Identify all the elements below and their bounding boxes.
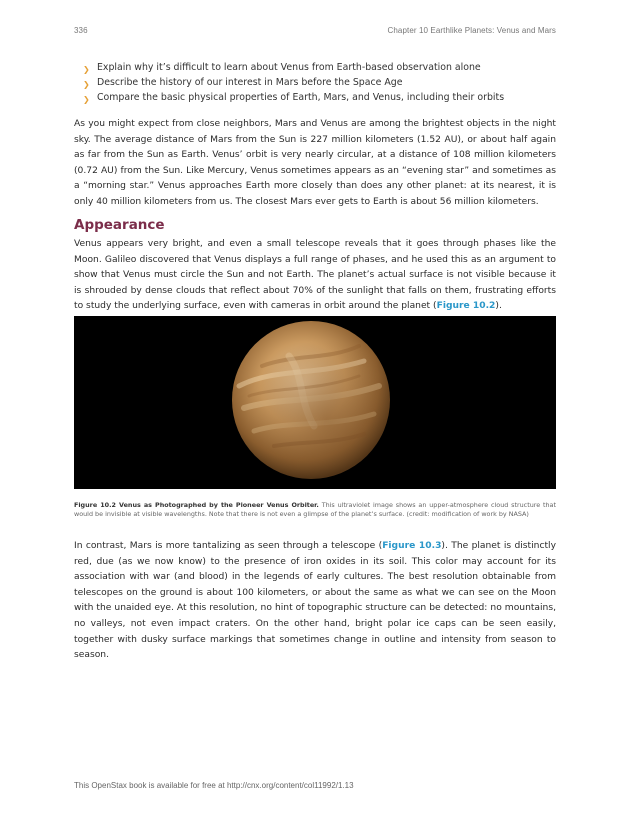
mars-paragraph (74, 539, 556, 664)
page-footer: This OpenStax book is available for free at http://cnx.org/content/col11992/1.13 (74, 781, 354, 790)
arrow-bullet-icon: ❯ (83, 80, 90, 89)
list-item (83, 75, 563, 90)
venus-planet-graphic (74, 316, 556, 489)
venus-image (74, 316, 556, 489)
figure-caption (74, 501, 556, 518)
paragraph-text-end: ). The planet is distinctly red, due (as we now know) to the presence of iron oxides in its soil. This color may account for its association with war (and blood) in the legends of early cultures. The best resolution obtainable from telescopes on the ground is about 100 kilometers, or about the same as what we can see on the Moon with the unaided eye. At this resolution, no hint of topographic structure can be detected: no mountains, no valleys, not even impact craters. On the other hand, bright polar ice caps can be seen easily, together with dusky surface markings that sometimes change in outline and intensity from season to season. (74, 541, 556, 661)
section-heading: Appearance (74, 217, 165, 233)
list-item (83, 90, 563, 105)
arrow-bullet-icon: ❯ (83, 95, 90, 104)
list-item (83, 60, 563, 75)
page-number: 336 (74, 26, 88, 35)
paragraph-text: Venus appears very bright, and even a small telescope reveals that it goes through phases like the Moon. Galileo discovered that Venus displays a full range of phases, and he used this as an argument to show that Venus must circle the Sun and not Earth. The planet’s actual surface is not visible because it is shrouded by dense clouds that reflect about 70% of the sunlight that falls on them, frustrating efforts to study the underlying surface, even with cameras in orbit around the planet ( (74, 239, 556, 312)
objective-text: Describe the history of our interest in Mars before the Space Age (97, 77, 403, 88)
paragraph-text: In contrast, Mars is more tantalizing as seen through a telescope ( (74, 541, 383, 551)
objective-text: Explain why it’s difficult to learn about Venus from Earth-based observation alone (97, 62, 481, 73)
chapter-title: Chapter 10 Earthlike Planets: Venus and Mars (387, 26, 556, 35)
paragraph-text-end: ). (495, 301, 502, 312)
figure-reference-link[interactable]: Figure 10.2 (436, 301, 496, 312)
arrow-bullet-icon: ❯ (83, 65, 90, 74)
learning-objectives-list (83, 60, 563, 105)
caption-text: This ultraviolet image shows an upper-atmosphere cloud structure that would be invisible at visible wavelengths. Note that there is not even a glimpse of the planet’s surface. (credit: modification of work by NASA) (74, 501, 556, 518)
appearance-paragraph (74, 237, 556, 315)
figure-reference-link[interactable]: Figure 10.3 (382, 541, 442, 551)
objective-text: Compare the basic physical properties of Earth, Mars, and Venus, including their orbits (97, 92, 505, 103)
intro-paragraph: As you might expect from close neighbors, Mars and Venus are among the brightest objects in the night sky. The average distance of Mars from the Sun is 227 million kilometers (1.52 AU), or about half again as far from the Sun as Earth. Venus’ orbit is very nearly circular, at a distance of 108 million kilometers (0.72 AU) from the Sun. Like Mercury, Venus sometimes appears as an “evening star” and sometimes as a “morning star.” Venus approaches Earth more closely than does any other planet: at its nearest, it is only 40 million kilometers from us. The closest Mars ever gets to Earth is about 56 million kilometers. (74, 119, 556, 207)
page-header (74, 26, 556, 38)
caption-title: Figure 10.2 Venus as Photographed by the Pioneer Venus Orbiter. (74, 501, 319, 509)
